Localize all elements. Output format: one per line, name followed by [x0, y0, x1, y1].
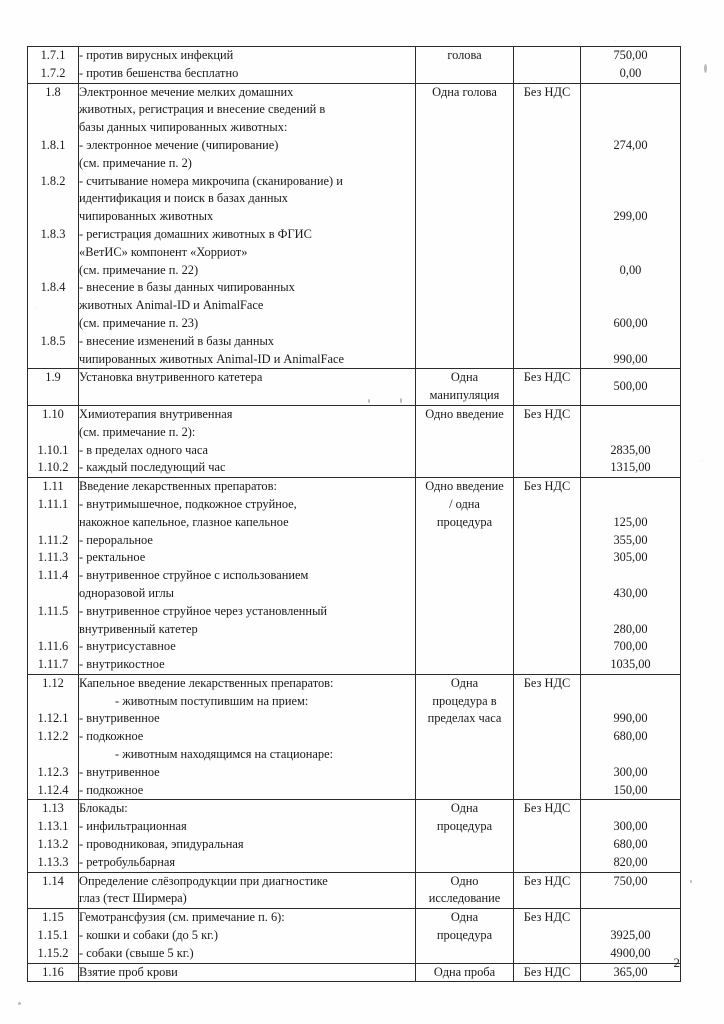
row-name-cell: [79, 909, 416, 963]
row-price: 990,00: [613, 711, 648, 726]
row-price: 600,00: [613, 315, 648, 330]
row-code-cell: [28, 83, 79, 369]
row-name-cell: [79, 963, 416, 982]
price-table-body: [28, 47, 681, 982]
row-vat-cell: Без НДС: [514, 405, 581, 477]
row-unit-line: процедура: [436, 819, 493, 834]
row-price-cell: [581, 909, 681, 963]
row-code-cell: [28, 963, 79, 982]
row-unit-line: Одна: [450, 910, 479, 925]
row-code: 1.15: [42, 910, 64, 925]
row-price: 355,00: [613, 532, 648, 547]
table-row: [28, 909, 681, 963]
row-price: 305,00: [613, 550, 648, 565]
row-code-cell: [28, 478, 79, 675]
row-price: 750,00: [613, 48, 648, 62]
row-code: 1.10: [42, 406, 64, 421]
row-price: 0,00: [619, 262, 642, 277]
row-code: 1.16: [42, 964, 64, 979]
row-name-line: - внутривенное: [79, 764, 160, 779]
row-unit-cell: [416, 909, 514, 963]
row-unit-cell: [416, 83, 514, 369]
row-name-cell: [79, 674, 416, 800]
row-unit-cell: [416, 478, 514, 675]
row-code: 1.8.5: [40, 333, 66, 348]
row-code-cell: [28, 674, 79, 800]
row-vat-cell: Без НДС: [514, 674, 581, 800]
row-vat-cell: [514, 47, 581, 84]
row-price: 2835,00: [610, 442, 651, 457]
row-name-line: Гемотрансфузия (см. примечание п. 6):: [79, 910, 285, 925]
row-name-cell: [79, 405, 416, 477]
row-unit-line: исследование: [428, 891, 501, 906]
row-name-line: - электронное мечение (чипирование): [79, 137, 279, 152]
row-name-line: - считывание номера микрочипа (сканирование) и: [79, 173, 343, 188]
row-code: 1.8.1: [40, 137, 66, 152]
row-name-line: Химиотерапия внутривенная: [79, 406, 233, 421]
row-code: 1.10.1: [37, 442, 69, 457]
row-vat-cell: Без НДС: [514, 369, 581, 406]
row-code: 1.12.1: [37, 711, 69, 726]
row-code: 1.10.2: [37, 460, 69, 475]
row-unit-cell: [416, 405, 514, 477]
row-unit-line: Одна: [450, 370, 479, 385]
row-price: 4900,00: [610, 945, 651, 960]
row-code: 1.11.6: [37, 639, 69, 654]
row-price: 300,00: [613, 819, 648, 834]
row-unit-cell: [416, 47, 514, 84]
row-code: 1.12.3: [37, 764, 69, 779]
row-code: 1.12: [42, 675, 64, 690]
row-code: 1.11.4: [37, 568, 69, 583]
row-name-line: - животным поступившим на прием:: [115, 693, 309, 708]
row-unit-line: пределах часа: [427, 711, 502, 726]
row-price: 680,00: [613, 729, 648, 744]
row-name-line: Капельное введение лекарственных препаратов:: [79, 675, 334, 690]
table-row: [28, 478, 681, 675]
row-price-cell: 365,00: [581, 963, 681, 982]
row-code: 1.8.4: [40, 280, 66, 295]
row-code: 1.11.1: [37, 496, 69, 511]
row-name-line: - животным находящимся на стационаре:: [115, 747, 334, 762]
row-name-line: Электронное мечение мелких домашних: [79, 84, 294, 99]
row-name-cell: [79, 800, 416, 872]
row-code: 1.13.3: [37, 854, 69, 869]
row-name-line: «ВетИС» компонент «Хорриот»: [79, 244, 248, 259]
row-price: 700,00: [613, 639, 648, 654]
row-code: 1.11.2: [37, 532, 69, 547]
row-code: 1.9: [45, 370, 61, 385]
row-code-cell: [28, 405, 79, 477]
row-price-cell: [581, 405, 681, 477]
row-price: 1315,00: [610, 460, 651, 475]
row-code-cell: [28, 800, 79, 872]
row-unit-cell: [416, 963, 514, 982]
row-name-line: - ректальное: [79, 550, 146, 565]
row-name-line: базы данных чипированных животных:: [79, 120, 288, 135]
row-price-cell: [581, 47, 681, 84]
row-price-cell: 500,00: [581, 369, 681, 406]
row-code: 1.15.1: [37, 928, 69, 943]
row-unit-line: Одно введение: [425, 406, 504, 421]
row-name-line: (см. примечание п. 23): [79, 315, 199, 330]
row-price: 299,00: [613, 209, 648, 224]
row-price: 274,00: [613, 137, 648, 152]
row-price: 750,00: [613, 873, 648, 888]
row-name-line: - подкожное: [79, 729, 144, 744]
table-row: [28, 674, 681, 800]
row-name-line: - против бешенства бесплатно: [79, 65, 239, 80]
row-name-line: идентификация и поиск в базах данных: [79, 191, 288, 206]
row-code-cell: [28, 47, 79, 84]
row-price: 3925,00: [610, 928, 651, 943]
row-name-line: - регистрация домашних животных в ФГИС: [79, 226, 312, 241]
row-unit-line: / одна: [449, 496, 480, 511]
row-code-cell: [28, 369, 79, 406]
row-unit-cell: [416, 872, 514, 909]
row-code: 1.8.3: [40, 226, 66, 241]
row-code: 1.12.4: [37, 782, 69, 797]
row-name-line: - пероральное: [79, 532, 153, 547]
row-unit-line: Одна голова: [432, 84, 497, 99]
row-price-cell: [581, 674, 681, 800]
row-name-line: - внутрисуставное: [79, 639, 176, 654]
row-name-line: Взятие проб крови: [79, 964, 178, 979]
row-price: 1035,00: [610, 657, 651, 672]
row-name-line: - ретробульбарная: [79, 854, 176, 869]
scan-speck: [704, 64, 707, 73]
row-price: 820,00: [613, 854, 648, 869]
row-price-cell: [581, 478, 681, 675]
row-price: 300,00: [613, 764, 648, 779]
row-name-line: - против вирусных инфекций: [79, 48, 234, 62]
row-vat-cell: Без НДС: [514, 909, 581, 963]
row-name-cell: [79, 83, 416, 369]
row-price-cell: [581, 83, 681, 369]
row-unit-line: процедура: [436, 928, 493, 943]
row-unit-line: процедура в: [432, 693, 497, 708]
row-price-cell: [581, 800, 681, 872]
row-code: 1.11: [42, 479, 64, 494]
row-code: 1.13.1: [37, 819, 69, 834]
price-table-container: [27, 46, 680, 982]
row-unit-line: Одно: [450, 873, 479, 888]
page-number: 2: [673, 955, 680, 970]
row-name-line: - внесение в базы данных чипированных: [79, 280, 295, 295]
row-name-line: - каждый последующий час: [79, 460, 226, 475]
row-name-line: - в пределах одного часа: [79, 442, 209, 457]
row-name-cell: [79, 369, 416, 406]
row-unit-line: голова: [447, 48, 482, 62]
row-name-line: животных Animal-ID и AnimalFace: [79, 298, 264, 313]
row-name-line: - внутрикостное: [79, 657, 165, 672]
table-row: [28, 47, 681, 84]
row-vat-cell: Без НДС: [514, 963, 581, 982]
row-code-cell: [28, 909, 79, 963]
row-name-line: чипированных животных Animal-ID и AnimalFace: [79, 351, 344, 366]
row-price-cell: [581, 872, 681, 909]
row-code: 1.14: [42, 873, 64, 888]
row-code: 1.15.2: [37, 945, 69, 960]
row-name-line: животных, регистрация и внесение сведений в: [79, 102, 326, 117]
row-unit-line: манипуляция: [429, 388, 500, 403]
row-code: 1.13.2: [37, 837, 69, 852]
row-code: 1.8: [45, 84, 61, 99]
row-name-line: - внутривенное: [79, 711, 160, 726]
row-vat-cell: Без НДС: [514, 800, 581, 872]
table-row: [28, 405, 681, 477]
row-code-cell: [28, 872, 79, 909]
row-unit-cell: [416, 800, 514, 872]
row-vat-cell: Без НДС: [514, 872, 581, 909]
row-name-cell: [79, 478, 416, 675]
row-code: 1.13: [42, 801, 64, 816]
row-name-line: Установка внутривенного катетера: [79, 370, 263, 385]
row-name-line: - подкожное: [79, 782, 144, 797]
row-unit-cell: [416, 369, 514, 406]
row-code: 1.7.1: [40, 48, 66, 62]
row-code: 1.11.5: [37, 603, 69, 618]
row-unit-line: Одно введение: [425, 479, 504, 494]
row-price: 280,00: [613, 621, 648, 636]
row-code: 1.11.7: [37, 657, 69, 672]
row-code: 1.8.2: [40, 173, 66, 188]
row-vat-cell: Без НДС: [514, 83, 581, 369]
row-name-line: - проводниковая, эпидуральная: [79, 837, 244, 852]
row-name-line: - внесение изменений в базы данных: [79, 333, 274, 348]
row-unit-line: Одна проба: [433, 964, 496, 979]
table-row: [28, 83, 681, 369]
row-name-line: глаз (тест Ширмера): [79, 891, 187, 906]
row-price: 0,00: [619, 65, 642, 80]
row-price: 125,00: [613, 514, 648, 529]
table-row: [28, 369, 681, 406]
row-name-line: - внутривенное струйное через установленный: [79, 603, 328, 618]
table-row: [28, 963, 681, 982]
row-name-line: чипированных животных: [79, 209, 214, 224]
row-name-line: (см. примечание п. 2):: [79, 424, 196, 439]
row-name-cell: [79, 47, 416, 84]
row-name-line: одноразовой иглы: [79, 585, 174, 600]
row-name-line: Определение слёзопродукции при диагностике: [79, 873, 328, 888]
row-vat-cell: Без НДС: [514, 478, 581, 675]
row-unit-line: процедура: [436, 514, 493, 529]
row-unit-line: Одна: [450, 801, 479, 816]
row-name-line: - внутримышечное, подкожное струйное,: [79, 496, 297, 511]
table-row: [28, 800, 681, 872]
row-unit-cell: [416, 674, 514, 800]
row-name-line: (см. примечание п. 2): [79, 155, 192, 170]
row-unit-line: Одна: [450, 675, 479, 690]
row-name-line: - внутривенное струйное с использованием: [79, 568, 309, 583]
row-name-line: - кошки и собаки (до 5 кг.): [79, 928, 219, 943]
scan-speck: [18, 1002, 21, 1005]
row-price: 150,00: [613, 782, 648, 797]
row-price: 990,00: [613, 351, 648, 366]
row-code: 1.12.2: [37, 729, 69, 744]
row-price: 680,00: [613, 837, 648, 852]
scan-speck: [690, 880, 692, 883]
row-name-line: Введение лекарственных препаратов:: [79, 479, 277, 494]
row-name-cell: [79, 872, 416, 909]
price-table: [27, 46, 681, 982]
row-code: 1.7.2: [40, 65, 66, 80]
row-name-line: - собаки (свыше 5 кг.): [79, 945, 194, 960]
row-name-line: внутривенный катетер: [79, 621, 198, 636]
row-name-line: Блокады:: [79, 801, 128, 816]
row-name-line: - инфильтрационная: [79, 819, 187, 834]
row-price: 430,00: [613, 585, 648, 600]
row-code: 1.11.3: [37, 550, 69, 565]
table-row: [28, 872, 681, 909]
row-name-line: (см. примечание п. 22): [79, 262, 199, 277]
row-name-line: накожное капельное, глазное капельное: [79, 514, 289, 529]
